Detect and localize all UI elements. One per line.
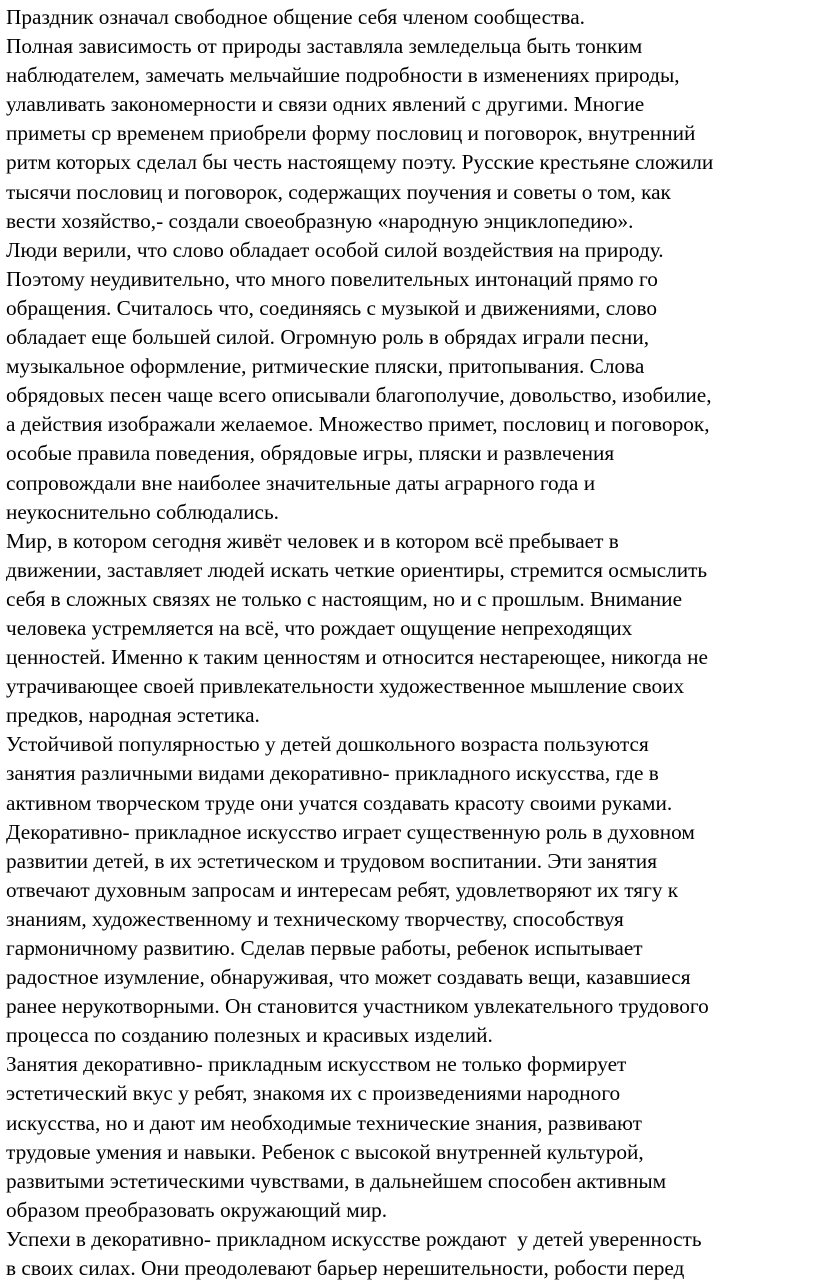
text-line: обращения. Считалось что, соединяясь с музыкой и движениями, слово xyxy=(6,295,658,320)
text-line: человека устремляется на всё, что рождает ощущение непреходящих xyxy=(6,615,633,640)
text-line: процесса по созданию полезных и красивых изделий. xyxy=(6,1023,493,1048)
text-line: Декоративно- прикладное искусство играет существенную роль в духовном xyxy=(6,819,695,844)
text-line: радостное изумление, обнаруживая, что может создавать вещи, казавшиеся xyxy=(6,965,691,990)
text-line: в своих силах. Они преодолевают барьер нерешительности, робости перед xyxy=(6,1256,685,1281)
text-line: неукоснительно соблюдались. xyxy=(6,499,279,524)
text-line: особые правила поведения, обрядовые игры, пляски и развлечения xyxy=(6,441,615,466)
text-line: Успехи в декоративно- прикладном искусстве рождают у детей уверенность xyxy=(6,1226,702,1251)
text-line: музыкальное оформление, ритмические пляски, притопывания. Слова xyxy=(6,354,645,379)
text-line: знаниям, художественному и техническому творчеству, способствуя xyxy=(6,906,624,931)
text-line: Мир, в котором сегодня живёт человек и в котором всё пребывает в xyxy=(6,528,619,553)
text-line: предков, народная эстетика. xyxy=(6,703,260,728)
text-line: обрядовых песен чаще всего описывали благополучие, довольство, изобилие, xyxy=(6,383,712,408)
text-line: улавливать закономерности и связи одних явлений с другими. Многие xyxy=(6,92,645,117)
text-line: утрачивающее своей привлекательности художественное мышление своих xyxy=(6,674,685,699)
text-line: а действия изображали желаемое. Множество примет, пословиц и поговорок, xyxy=(6,412,710,437)
text-line: ценностей. Именно к таким ценностям и относится нестареющее, никогда не xyxy=(6,645,708,670)
text-line: образом преобразовать окружающий мир. xyxy=(6,1197,388,1222)
text-line: Праздник означал свободное общение себя членом сообщества. xyxy=(6,5,585,29)
text-line: вести хозяйство,- создали своеобразную «народную энциклопедию». xyxy=(6,208,634,233)
text-line: Полная зависимость от природы заставляла земледельца быть тонким xyxy=(6,34,643,59)
text-line: активном творческом труде они учатся создавать красоту своими руками. xyxy=(6,790,673,815)
text-line: Люди верили, что слово обладает особой силой воздействия на природу. xyxy=(6,237,664,262)
text-line: эстетический вкус у ребят, знакомя их с произведениями народного xyxy=(6,1081,621,1106)
text-line: трудовые умения и навыки. Ребенок с высокой внутренней культурой, xyxy=(6,1139,644,1164)
text-line: ритм которых сделал бы честь настоящему поэту. Русские крестьяне сложили xyxy=(6,150,714,175)
document-body xyxy=(6,3,814,1283)
text-line: приметы ср временем приобрели форму пословиц и поговорок, внутренний xyxy=(6,121,696,146)
text-line: тысячи пословиц и поговорок, содержащих поучения и советы о том, как xyxy=(6,179,671,204)
text-line: наблюдателем, замечать мельчайшие подробности в изменениях природы, xyxy=(6,63,680,88)
text-line: гармоничному развитию. Сделав первые работы, ребенок испытывает xyxy=(6,936,643,960)
text-line: отвечают духовным запросам и интересам ребят, удовлетворяют их тягу к xyxy=(6,877,679,902)
text-line: искусства, но и дают им необходимые технические знания, развивают xyxy=(6,1110,642,1135)
text-line: движении, заставляет людей искать четкие ориентиры, стремится осмыслить xyxy=(6,557,708,582)
text-line: Занятия декоративно- прикладным искусством не только формирует xyxy=(6,1052,627,1077)
text-line: Поэтому неудивительно, что много повелительных интонаций прямо го xyxy=(6,266,658,291)
text-line: Устойчивой популярностью у детей дошкольного возраста пользуются xyxy=(6,732,649,757)
text-line: развитыми эстетическими чувствами, в дальнейшем способен активным xyxy=(6,1168,667,1193)
text-line: себя в сложных связях не только с настоящим, но и с прошлым. Внимание xyxy=(6,586,683,611)
text-line: развитии детей, в их эстетическом и трудовом воспитании. Эти занятия xyxy=(6,848,657,873)
text-line: занятия различными видами декоративно- прикладного искусства, где в xyxy=(6,761,659,786)
text-line: ранее нерукотворными. Он становится участником увлекательного трудового xyxy=(6,994,709,1019)
text-line: сопровождали вне наиболее значительные даты аграрного года и xyxy=(6,470,596,495)
text-line: обладает еще большей силой. Огромную роль в обрядах играли песни, xyxy=(6,325,650,350)
